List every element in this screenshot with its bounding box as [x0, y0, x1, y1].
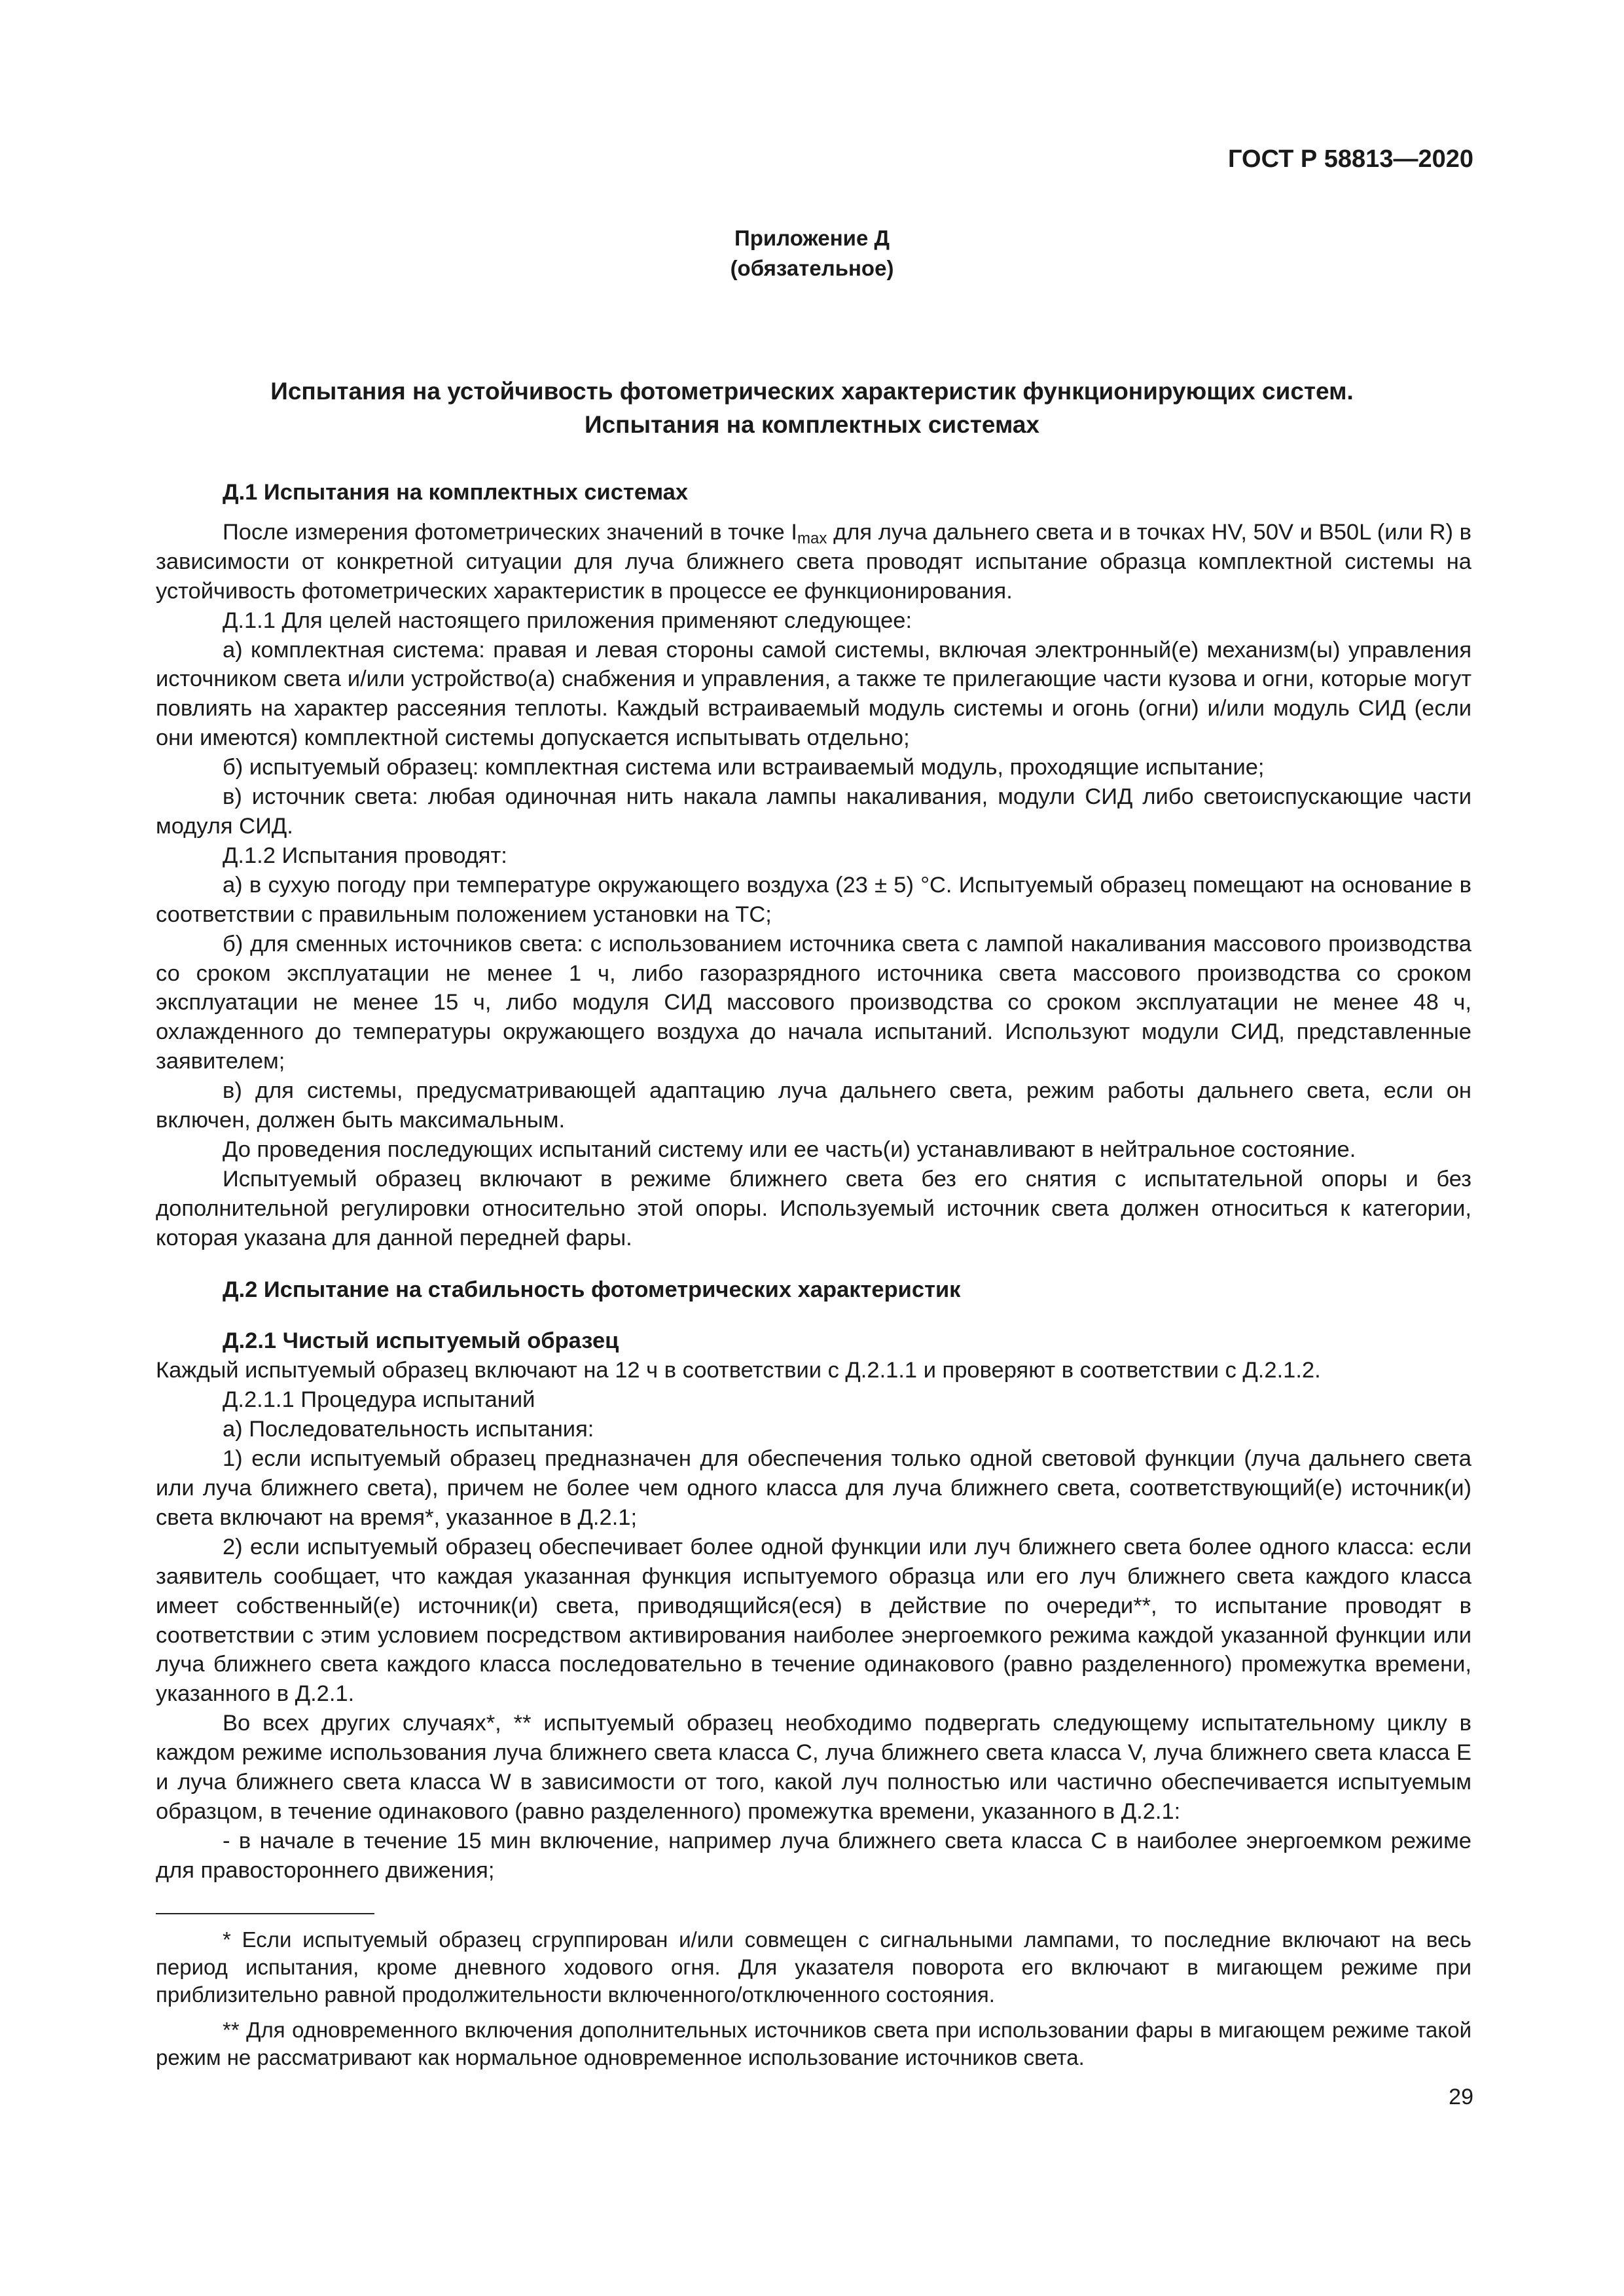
- list-item: б) испытуемый образец: комплектная система или встраиваемый модуль, проходящие испытание;: [223, 755, 1265, 780]
- paragraph: Каждый испытуемый образец включают на 12 ч в соответствии с Д.2.1.1 и проверяют в соответствии с Д.2.1.2.: [156, 1358, 1321, 1383]
- paragraph: Во всех других случаях*, ** испытуемый образец необходимо подвергать следующему испытательному циклу в каждом режиме использования луча ближнего света класса С, луча ближнего света класса V, луча ближнего света класса Е и луча ближнего света класса W в зависимости от того, какой луч полностью или частично обеспечивается испытуемым образцом, в течение одинакового (равно разделенного) промежутка времени, указанного в Д.2.1:: [156, 1711, 1471, 1824]
- paragraph: Д.1.2 Испытания проводят:: [223, 843, 507, 868]
- list-item: 2) если испытуемый образец обеспечивает более одной функции или луч ближнего света более одного класса: если заявитель сообщает, что каждая указанная функция испытуемого образца или его луч ближнего света каждого класса имеет собственный(е) источник(и) света, приводящийся(еся) в действие по очереди**, то испытание проводят в соответствии с этим условием посредством активирования наиболее энергоемкого режима каждой указанной функции или луча ближнего света каждого класса последовательно в течение одинакового (равно разделенного) промежутка времени, указанного в Д.2.1.: [156, 1534, 1471, 1707]
- footnote-separator: [156, 1913, 374, 1914]
- page-number: 29: [1449, 2085, 1473, 2109]
- list-item: 1) если испытуемый образец предназначен для обеспечения только одной световой функции (луча дальнего света или луча ближнего света), причем не более чем одного класса для луча ближнего света, соответствующий(е) источник(и) света включают на время*, указанное в Д.2.1;: [156, 1446, 1471, 1530]
- title-line-1: Испытания на устойчивость фотометрических характеристик функционирующих систем.: [270, 378, 1354, 405]
- paragraph: Д.2.1.1 Процедура испытаний: [223, 1387, 535, 1413]
- list-item: в) источник света: любая одиночная нить накала лампы накаливания, модули СИД либо светоиспускающие части модуля СИД.: [156, 784, 1471, 839]
- paragraph: [156, 518, 1471, 606]
- subsection-d21-heading: Д.2.1 Чистый испытуемый образец: [223, 1328, 619, 1354]
- appendix-name: Приложение Д: [734, 226, 890, 250]
- paragraph: Испытуемый образец включают в режиме ближнего света без его снятия с испытательной опоры и без дополнительной регулировки относительно этой опоры. Используемый источник света должен относиться к категории, которая указана для данной передней фары.: [156, 1166, 1471, 1250]
- list-item: а) комплектная система: правая и левая стороны самой системы, включая электронный(е) механизм(ы) управления источником света и/или устройство(а) снабжения и управления, а также те прилегающие части кузова и огни, которые могут повлиять на характер рассеяния теплоты. Каждый встраиваемый модуль системы и огонь (огни) и/или модуль СИД (если они имеются) комплектной системы допускается испытывать отдельно;: [156, 637, 1471, 751]
- text-run: После измерения фотометрических значений в точке I: [223, 519, 798, 545]
- list-item: в) для системы, предусматривающей адаптацию луча дальнего света, режим работы дальнего света, если он включен, должен быть максимальным.: [156, 1078, 1471, 1133]
- title-line-2: Испытания на комплектных системах: [584, 411, 1040, 438]
- appendix-status: (обязательное): [730, 256, 894, 280]
- list-item: а) Последовательность испытания:: [223, 1417, 594, 1442]
- appendix-title: [0, 374, 1624, 441]
- list-item: б) для сменных источников света: с использованием источника света с лампой накаливания массового производства со сроком эксплуатации не менее 1 ч, либо газоразрядного источника света массового производства со сроком эксплуатации не менее 15 ч, либо модуля СИД массового производства со сроком эксплуатации не менее 48 ч, охлажденного до температуры окружающего воздуха до начала испытаний. Используют модули СИД, представленные заявителем;: [156, 931, 1471, 1074]
- list-item: а) в сухую погоду при температуре окружающего воздуха (23 ± 5) °С. Испытуемый образец помещают на основание в соответствии с правильным положением установки на ТС;: [156, 872, 1471, 927]
- footnote: ** Для одновременного включения дополнительных источников света при использовании фары в мигающем режиме такой режим не рассматривают как нормальное одновременное использование источников света.: [156, 2018, 1471, 2069]
- standard-designation: ГОСТ Р 58813—2020: [1228, 145, 1473, 173]
- section-d2-heading: Д.2 Испытание на стабильность фотометрических характеристик: [223, 1277, 961, 1302]
- paragraph: Д.1.1 Для целей настоящего приложения применяют следующее:: [223, 608, 912, 633]
- footnote: * Если испытуемый образец сгруппирован и/или совмещен с сигнальными лампами, то последние включают на весь период испытания, кроме дневного ходового огня. Для указателя поворота его включают в мигающем режиме при приблизительно равной продолжительности включенного/отключенного состояния.: [156, 1927, 1471, 2007]
- text-run: для луча дальнего света и в точках HV, 50V и B50L (или R) в зависимости от конкретной ситуации для луча ближнего света проводят испытание образца комплектной системы на устойчивость фотометрических характеристик в процессе ее функционирования.: [156, 519, 1471, 604]
- subscript: max: [797, 529, 827, 547]
- section-d1-heading: Д.1 Испытания на комплектных системах: [223, 480, 689, 505]
- list-item: - в начале в течение 15 мин включение, например луча ближнего света класса С в наиболее энергоемком режиме для правостороннего движения;: [156, 1828, 1471, 1883]
- footnotes: [156, 1926, 1471, 2071]
- paragraph: До проведения последующих испытаний систему или ее часть(и) устанавливают в нейтральное состояние.: [223, 1137, 1356, 1162]
- body-text: [156, 478, 1471, 1886]
